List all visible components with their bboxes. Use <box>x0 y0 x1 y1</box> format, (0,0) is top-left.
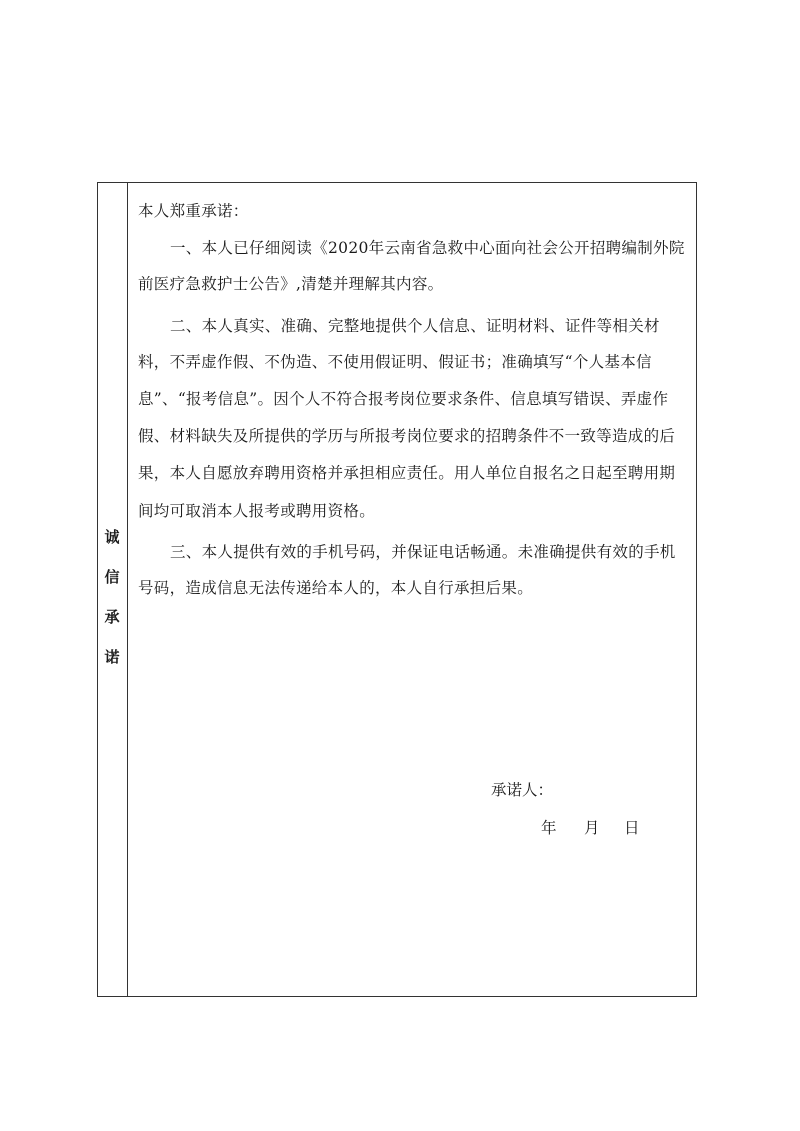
commitment-heading: 本人郑重承诺： <box>138 202 249 220</box>
date-year-label: 年 <box>541 819 557 837</box>
date-day-label: 日 <box>624 819 640 837</box>
clause-2-line-3: 息”、“报考信息”。因个人不符合报考岗位要求条件、信息填写错误、弄虚作 <box>138 390 669 408</box>
clause-1-line-1: 一、本人已仔细阅读《2020年云南省急救中心面向社会公开招聘编制外院 <box>170 239 685 257</box>
side-label-char: 承 <box>104 608 120 626</box>
clause-3-line-1: 三、本人提供有效的手机号码，并保证电话畅通。未准确提供有效的手机 <box>170 543 676 561</box>
clause-2-line-2: 料，不弄虚作假、不伪造、不使用假证明、假证书；准确填写“个人基本信 <box>138 353 652 371</box>
clause-3-line-2: 号码，造成信息无法传递给本人的，本人自行承担后果。 <box>138 579 534 597</box>
side-label-char: 诚 <box>104 528 120 546</box>
clause-2-line-4: 假、材料缺失及所提供的学历与所报考岗位要求的招聘条件不一致等造成的后 <box>138 427 676 445</box>
side-label-char: 诺 <box>104 648 120 666</box>
side-label-column <box>98 183 128 996</box>
side-label-char: 信 <box>104 568 120 586</box>
signer-label: 承诺人： <box>491 781 554 799</box>
side-label <box>98 517 126 677</box>
clause-1-line-2: 前医疗急救护士公告》,清楚并理解其内容。 <box>138 275 444 293</box>
commitment-content <box>128 183 696 996</box>
clause-2-line-5: 果，本人自愿放弃聘用资格并承担相应责任。用人单位自报名之日起至聘用期 <box>138 464 676 482</box>
clause-2-line-1: 二、本人真实、准确、完整地提供个人信息、证明材料、证件等相关材 <box>170 317 660 335</box>
clause-2-line-6: 间均可取消本人报考或聘用资格。 <box>138 502 376 520</box>
date-month-label: 月 <box>584 819 600 837</box>
commitment-table <box>97 182 697 997</box>
